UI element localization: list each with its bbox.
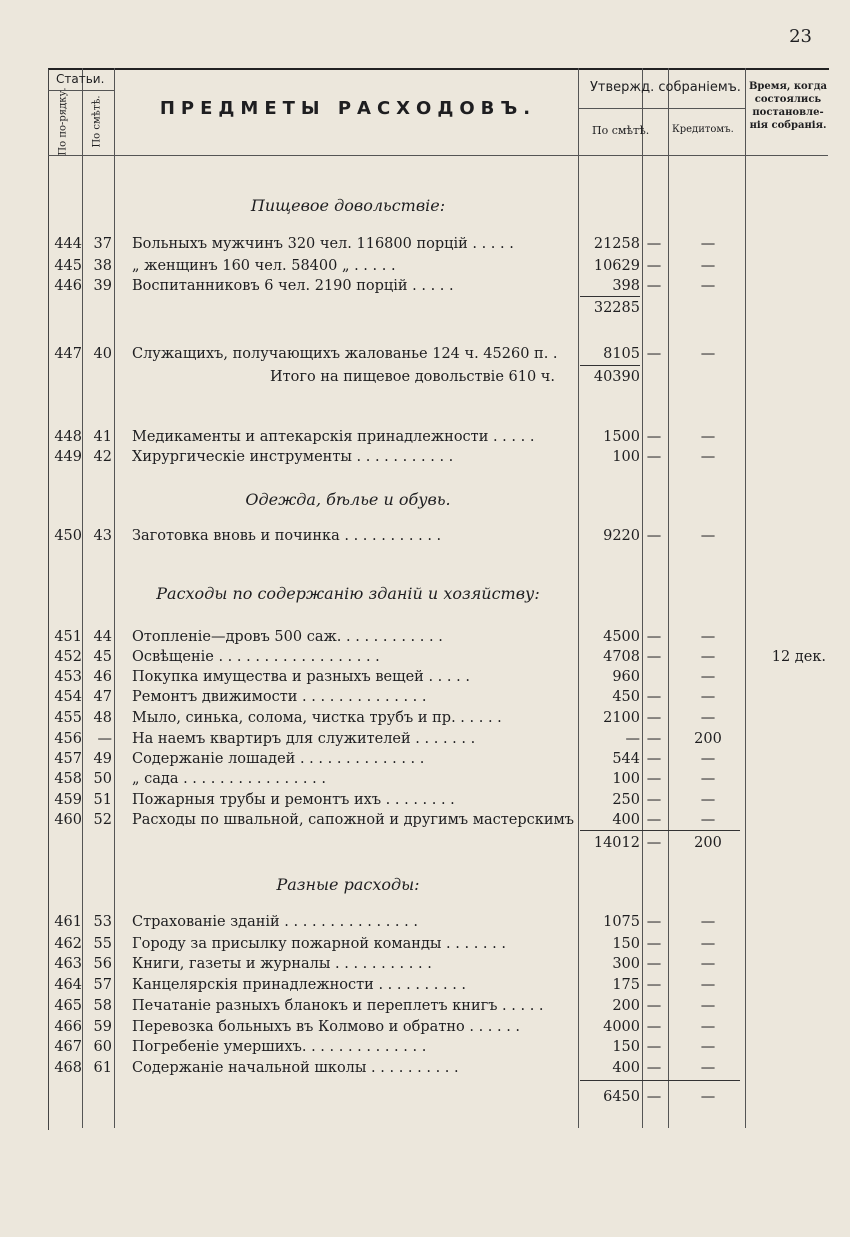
- row-number: 457: [54, 751, 82, 767]
- subtotal-rule: [580, 296, 640, 297]
- table-row: [48, 790, 828, 810]
- row-credit: —: [700, 710, 716, 726]
- table-row: [48, 954, 828, 974]
- total-rule: [580, 365, 640, 366]
- row-credit: —: [700, 346, 716, 362]
- row-credit: —: [700, 1039, 716, 1055]
- subtotal-rule: [580, 830, 740, 831]
- table-row: [48, 667, 828, 687]
- row-description: Воспитанниковъ 6 чел. 2190 порцій . . . . .: [132, 278, 454, 294]
- row-description: „ женщинъ 160 чел. 58400 „ . . . . .: [132, 258, 396, 274]
- row-estimate-number: 51: [93, 792, 112, 808]
- row-number: 464: [54, 977, 82, 993]
- row-description: Книги, газеты и журналы . . . . . . . . . . .: [132, 956, 432, 972]
- row-number: 461: [54, 914, 82, 930]
- table-row: [48, 234, 828, 254]
- row-amount: 150: [612, 936, 640, 952]
- row-estimate-number: 42: [93, 449, 112, 465]
- row-dash: —: [646, 429, 662, 445]
- table-row: [48, 447, 828, 467]
- row-credit: —: [700, 977, 716, 993]
- subtotal-rule: [580, 1080, 740, 1081]
- row-credit: —: [700, 258, 716, 274]
- po-smete-label: По смѣтѣ.: [592, 124, 650, 137]
- section-food: Пищевое довольствіе:: [250, 196, 446, 215]
- vremya-line-1: Время, когда: [748, 81, 827, 92]
- row-description: Страхованіе зданій . . . . . . . . . . . . . . .: [132, 914, 418, 930]
- table-row: [48, 687, 828, 707]
- table-row: [48, 996, 828, 1016]
- row-dash: —: [646, 792, 662, 808]
- row-amount: 4000: [603, 1019, 640, 1035]
- row-estimate-number: 59: [93, 1019, 112, 1035]
- misc-credit-dash: —: [700, 1089, 716, 1105]
- row-amount: 9220: [603, 528, 640, 544]
- row-estimate-number: 53: [93, 914, 112, 930]
- row-number: 462: [54, 936, 82, 952]
- row-description: Содержаніе начальной школы . . . . . . . . . .: [132, 1060, 459, 1076]
- row-credit: —: [700, 449, 716, 465]
- row-dash: —: [646, 449, 662, 465]
- vremya-label: [748, 80, 828, 132]
- vremya-line-2: состоялись: [754, 94, 822, 105]
- row-description: Расходы по швальной, сапожной и другимъ мастерскимъ: [132, 812, 575, 828]
- row-description: Служащихъ, получающихъ жалованье 124 ч. 45260 п. .: [132, 346, 558, 362]
- row-estimate-number: 49: [93, 751, 112, 767]
- row-estimate-number: 60: [93, 1039, 112, 1055]
- row-dash: —: [646, 629, 662, 645]
- food-total-label: Итого на пищевое довольствіе 610 ч.: [270, 369, 555, 385]
- row-dash: —: [646, 1019, 662, 1035]
- row-description: Погребеніе умершихъ. . . . . . . . . . . . . .: [132, 1039, 427, 1055]
- vremya-line-4: нія собранія.: [749, 120, 827, 131]
- row-description: Ремонтъ движимости . . . . . . . . . . . . . .: [132, 689, 427, 705]
- row-dash: —: [646, 977, 662, 993]
- row-number: 467: [54, 1039, 82, 1055]
- row-number: 451: [54, 629, 82, 645]
- row-credit: —: [700, 649, 716, 665]
- page-title: ПРЕДМЕТЫ РАСХОДОВЪ.: [159, 98, 537, 119]
- row-dash: —: [646, 689, 662, 705]
- row-number: 463: [54, 956, 82, 972]
- food-subtotal: 32285: [593, 300, 640, 316]
- row-estimate-number: 52: [93, 812, 112, 828]
- row-credit: —: [700, 689, 716, 705]
- stati-label: Статьи.: [56, 72, 105, 86]
- table-row: [48, 1037, 828, 1057]
- row-dash: —: [646, 731, 662, 747]
- row-estimate-number: 56: [93, 956, 112, 972]
- row-number: 444: [54, 236, 82, 252]
- row-amount: 250: [612, 792, 640, 808]
- row-description: Пожарныя трубы и ремонтъ ихъ . . . . . . . .: [132, 792, 455, 808]
- section-misc: Разные расходы:: [276, 875, 420, 894]
- row-credit: —: [700, 812, 716, 828]
- row-amount: 400: [612, 1060, 640, 1076]
- row-dash: —: [646, 771, 662, 787]
- row-dash: —: [646, 936, 662, 952]
- row-description: Покупка имущества и разныхъ вещей . . . . .: [132, 669, 470, 685]
- kreditom-label: Кредитомъ.: [672, 124, 734, 135]
- row-estimate-number: 38: [93, 258, 112, 274]
- utverzhd-underline: [578, 108, 745, 109]
- row-amount: 100: [612, 771, 640, 787]
- table-row: [48, 975, 828, 995]
- row-number: 448: [54, 429, 82, 445]
- row-estimate-number: 37: [93, 236, 112, 252]
- table-row: [48, 708, 828, 728]
- row-amount: 300: [612, 956, 640, 972]
- table-row: [48, 627, 828, 647]
- row-number: 465: [54, 998, 82, 1014]
- row-dash: —: [646, 258, 662, 274]
- row-amount: —: [625, 731, 640, 747]
- row-credit: —: [700, 236, 716, 252]
- row-credit: —: [700, 1019, 716, 1035]
- row-dash: —: [646, 710, 662, 726]
- row-number: 450: [54, 528, 82, 544]
- row-credit: —: [700, 751, 716, 767]
- vremya-line-3: постановле-: [752, 107, 824, 118]
- row-credit: —: [700, 998, 716, 1014]
- table-row: [48, 344, 828, 364]
- row-dash: —: [646, 236, 662, 252]
- row-credit: —: [700, 771, 716, 787]
- row-estimate-number: 61: [93, 1060, 112, 1076]
- row-dash: —: [646, 528, 662, 544]
- row-credit: —: [700, 669, 716, 685]
- row-dash: —: [646, 1060, 662, 1076]
- row-credit: —: [700, 792, 716, 808]
- row-estimate-number: 45: [93, 649, 112, 665]
- row-credit: —: [700, 936, 716, 952]
- row-credit: —: [700, 914, 716, 930]
- household-total: 14012: [593, 835, 640, 851]
- row-number: 456: [54, 731, 82, 747]
- row-amount: 400: [612, 812, 640, 828]
- row-number: 460: [54, 812, 82, 828]
- row-amount: 2100: [603, 710, 640, 726]
- row-number: 454: [54, 689, 82, 705]
- row-number: 445: [54, 258, 82, 274]
- row-amount: 960: [612, 669, 640, 685]
- row-amount: 10629: [593, 258, 640, 274]
- table-row: [48, 1017, 828, 1037]
- household-credit: 200: [694, 835, 722, 851]
- row-dash: —: [646, 1039, 662, 1055]
- row-number: 458: [54, 771, 82, 787]
- row-estimate-number: 39: [93, 278, 112, 294]
- row-number: 452: [54, 649, 82, 665]
- po-poryadku-label: По по-рядку.: [57, 87, 69, 156]
- row-amount: 100: [612, 449, 640, 465]
- row-estimate-number: 40: [93, 346, 112, 362]
- row-amount: 200: [612, 998, 640, 1014]
- row-estimate-number: 44: [93, 629, 112, 645]
- misc-total: 6450: [603, 1089, 640, 1105]
- row-description: Городу за присылку пожарной команды . . . . . . .: [132, 936, 506, 952]
- row-description: Больныхъ мужчинъ 320 чел. 116800 порцій . . . . .: [132, 236, 514, 252]
- row-amount: 150: [612, 1039, 640, 1055]
- row-amount: 4708: [603, 649, 640, 665]
- row-amount: 8105: [603, 346, 640, 362]
- row-amount: 450: [612, 689, 640, 705]
- table-row: [48, 912, 828, 932]
- table-row: [48, 749, 828, 769]
- meeting-date: 12 дек.: [771, 649, 826, 665]
- row-description: Освѣщеніе . . . . . . . . . . . . . . . . . .: [132, 649, 380, 665]
- po-smete-col-label: По смѣтѣ.: [91, 95, 103, 148]
- row-amount: 544: [612, 751, 640, 767]
- section-household: Расходы по содержанію зданій и хозяйству:: [156, 584, 540, 603]
- row-description: Отопленіе—дровъ 500 саж. . . . . . . . . . . .: [132, 629, 443, 645]
- table-row: [48, 729, 828, 749]
- row-estimate-number: 43: [93, 528, 112, 544]
- row-estimate-number: —: [97, 731, 112, 747]
- table-row: [48, 810, 828, 830]
- row-estimate-number: 55: [93, 936, 112, 952]
- table-row: [48, 427, 828, 447]
- row-number: 453: [54, 669, 82, 685]
- row-amount: 1500: [603, 429, 640, 445]
- row-dash: —: [646, 346, 662, 362]
- row-amount: 398: [612, 278, 640, 294]
- row-description: Содержаніе лошадей . . . . . . . . . . . . . .: [132, 751, 425, 767]
- row-description: Мыло, синька, солома, чистка трубъ и пр. . . . . .: [132, 710, 502, 726]
- row-estimate-number: 47: [93, 689, 112, 705]
- row-estimate-number: 48: [93, 710, 112, 726]
- row-number: 446: [54, 278, 82, 294]
- table-row: [48, 934, 828, 954]
- row-description: На наемъ квартиръ для служителей . . . . . . .: [132, 731, 476, 747]
- table-row: [48, 647, 828, 667]
- row-amount: 1075: [603, 914, 640, 930]
- table-row: [48, 276, 828, 296]
- row-estimate-number: 41: [93, 429, 112, 445]
- row-estimate-number: 46: [93, 669, 112, 685]
- row-dash: —: [646, 649, 662, 665]
- header-bottom-line: [48, 155, 828, 156]
- row-credit: —: [700, 629, 716, 645]
- utverzhd-label: Утвержд. собраніемъ.: [590, 80, 741, 95]
- row-dash: —: [646, 812, 662, 828]
- row-number: 466: [54, 1019, 82, 1035]
- row-description: Канцелярскія принадлежности . . . . . . . . . .: [132, 977, 467, 993]
- row-credit: —: [700, 528, 716, 544]
- table-row: [48, 769, 828, 789]
- row-credit: 200: [694, 731, 722, 747]
- row-credit: —: [700, 956, 716, 972]
- food-total: 40390: [593, 369, 640, 385]
- row-dash: —: [646, 956, 662, 972]
- row-number: 449: [54, 449, 82, 465]
- table-row: [48, 526, 828, 546]
- row-estimate-number: 57: [93, 977, 112, 993]
- row-description: Перевозка больныхъ въ Колмово и обратно . . . . . .: [132, 1019, 521, 1035]
- row-estimate-number: 58: [93, 998, 112, 1014]
- page-number: 23: [789, 26, 812, 47]
- row-number: 468: [54, 1060, 82, 1076]
- row-description: Хирургическіе инструменты . . . . . . . . . . .: [132, 449, 454, 465]
- row-amount: 175: [612, 977, 640, 993]
- row-description: „ сада . . . . . . . . . . . . . . . .: [132, 771, 326, 787]
- row-dash: —: [646, 751, 662, 767]
- table-row: [48, 256, 828, 276]
- household-dash: —: [646, 835, 662, 851]
- row-description: Заготовка вновь и починка . . . . . . . . . . .: [132, 528, 442, 544]
- row-credit: —: [700, 278, 716, 294]
- row-number: 455: [54, 710, 82, 726]
- row-dash: —: [646, 278, 662, 294]
- row-credit: —: [700, 429, 716, 445]
- row-number: 447: [54, 346, 82, 362]
- section-clothing: Одежда, бѣлье и обувь.: [245, 490, 451, 509]
- row-description: Медикаменты и аптекарскія принадлежности . . . . .: [132, 429, 535, 445]
- row-dash: —: [646, 914, 662, 930]
- row-amount: 4500: [603, 629, 640, 645]
- row-amount: 21258: [593, 236, 640, 252]
- row-estimate-number: 50: [93, 771, 112, 787]
- row-description: Печатаніе разныхъ бланокъ и переплетъ книгъ . . . . .: [132, 998, 544, 1014]
- table-row: [48, 1058, 828, 1078]
- row-number: 459: [54, 792, 82, 808]
- row-credit: —: [700, 1060, 716, 1076]
- row-dash: —: [646, 998, 662, 1014]
- misc-dash: —: [646, 1089, 662, 1105]
